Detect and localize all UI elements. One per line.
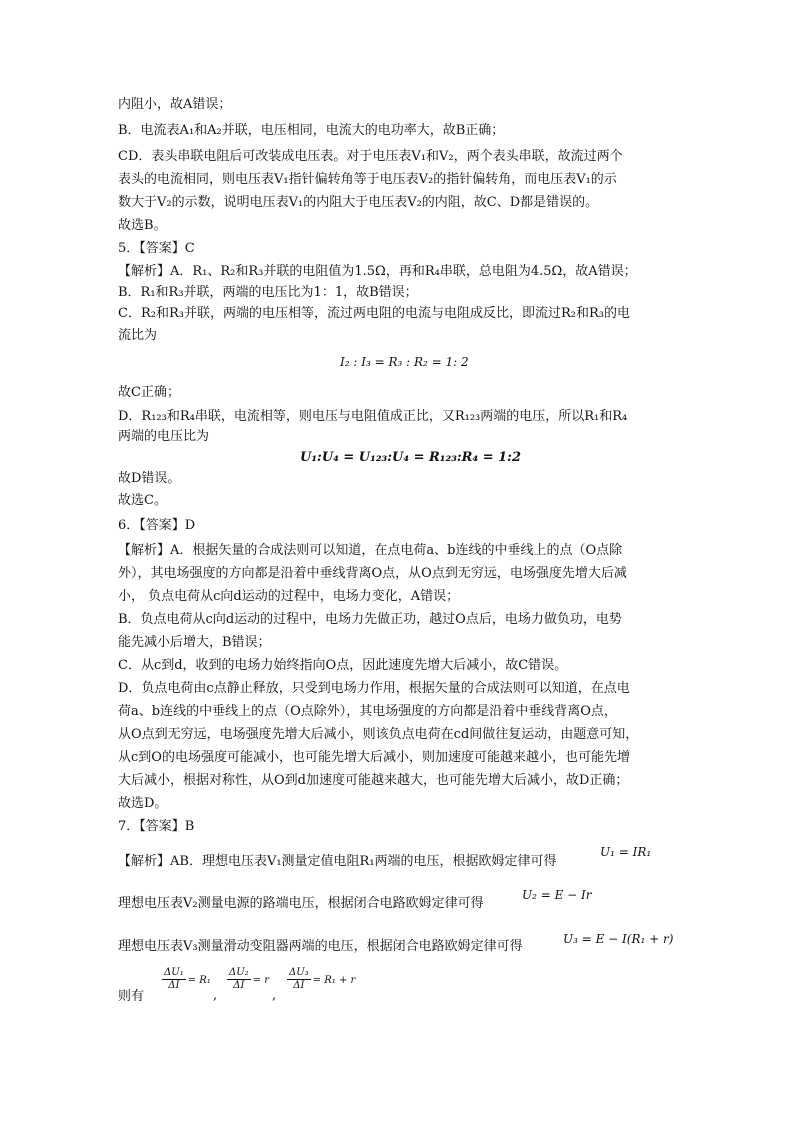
text-line: 两端的电压比为: [118, 429, 210, 444]
text-line: B．R₁和R₃并联，两端的电压比为1：1，故B错误；: [118, 285, 418, 300]
text-line: CD．表头串联电阻后可改装成电压表。对于电压表V₁和V₂，两个表头串联，故流过两个: [118, 149, 623, 164]
inline-formula: U₁ = IR₁: [600, 845, 652, 859]
text-line: 故选C。: [118, 493, 167, 508]
fraction-numerator: ΔU₁: [164, 967, 184, 978]
text-line: C．R₂和R₃并联，两端的电压相等，流过两电阻的电流与电阻成反比，即流过R₂和R₃的电: [118, 306, 630, 321]
text-line: B．负点电荷从c向d运动的过程中，电场力先做正功，越过O点后，电场力做负功，电势: [118, 612, 622, 627]
answer-heading: 7．【答案】B: [118, 819, 195, 834]
inline-formula: U₃ = E − I(R₁ + r): [563, 932, 674, 946]
text-line: 流比为: [118, 328, 158, 343]
text-line: 故选D。: [118, 796, 168, 811]
text-line: 表头的电流相同，则电压表V₁指针偏转角等于电压表V₂的指针偏转角，而电压表V₁的示: [118, 172, 617, 187]
text-line: 能先减小后增大，B错误；: [118, 635, 271, 650]
fraction-denominator: ΔI: [168, 980, 180, 991]
text-line: B．电流表A₁和A₂并联，电压相同，电流大的电功率大，故B正确；: [118, 123, 505, 138]
comma: ,: [213, 988, 218, 1003]
text-line: D．R₁₂₃和R₄串联，电流相等，则电压与电阻值成正比，又R₁₂₃两端的电压，所以R₁和R₄: [118, 409, 628, 424]
text-line: 内阻小，故A错误；: [118, 97, 232, 112]
fraction-rhs: = R₁ + r: [312, 975, 356, 986]
text-line: 理想电压表V₂测量电源的路端电压，根据闭合电路欧姆定律可得: [118, 896, 484, 911]
text-line: 故D错误。: [118, 471, 181, 486]
text-line: 小， 负点电荷从c向d运动的过程中，电场力变化，A错误；: [118, 589, 460, 604]
text-line: 大后减小，根据对称性，从O到d加速度可能越来越大，也可能先增大后减小，故D正确；: [118, 773, 629, 788]
equation: U₁:U₄ = U₁₂₃:U₄ = R₁₂₃:R₄ = 1:2: [300, 450, 522, 465]
fraction-formula: [225, 967, 269, 992]
text-line: 荷a、b连线的中垂线上的点（O点除外），其电场强度的方向都是沿着中垂线背离O点，: [118, 704, 617, 719]
text-line: 则有: [118, 989, 145, 1004]
fraction-formula: [285, 967, 355, 992]
comma: ,: [272, 988, 277, 1003]
text-line: C．从c到d，收到的电场力始终指向O点，因此速度先增大后减小，故C错误。: [118, 658, 568, 673]
fraction-numerator: ΔU₃: [289, 967, 309, 978]
inline-formula: U₂ = E − Ir: [522, 888, 592, 902]
text-line: 【解析】A．R₁、R₂和R₃并联的电阻值为1.5Ω，再和R₄串联，总电阻为4.5Ω，故A错误；: [118, 264, 637, 279]
text-line: 从O点到无穷远，电场强度先增大后减小，则该负点电荷在cd间做往复运动，由题意可知，: [118, 727, 639, 742]
text-line: 数大于V₂的示数，说明电压表V₁的内阻大于电压表V₂的内阻，故C、D都是错误的。: [118, 195, 599, 210]
fraction-rhs: = r: [252, 975, 270, 986]
fraction-denominator: ΔI: [233, 980, 245, 991]
text-line: 从c到O的电场强度可能减小，也可能先增大后减小，则加速度可能越来越小，也可能先增: [118, 750, 630, 765]
text-line: 理想电压表V₃测量滑动变阻器两端的电压，根据闭合电路欧姆定律可得: [118, 939, 523, 954]
text-line: 故选B。: [118, 218, 167, 233]
equation: I₂ : I₃ = R₃ : R₂ = 1: 2: [340, 355, 469, 369]
fraction-rhs: = R₁: [187, 975, 211, 986]
fraction-numerator: ΔU₂: [229, 967, 249, 978]
text-line: D．负点电荷由c点静止释放，只受到电场力作用，根据矢量的合成法则可以知道，在点电: [118, 681, 630, 696]
answer-heading: 5．【答案】C: [118, 241, 195, 256]
text-line: 【解析】AB．理想电压表V₁测量定值电阻R₁两端的电压，根据欧姆定律可得: [118, 854, 557, 869]
text-line: 外），其电场强度的方向都是沿着中垂线背离O点，从O点到无穷远，电场强度先增大后减: [118, 566, 627, 581]
fraction-formula: [160, 967, 211, 992]
fraction-denominator: ΔI: [293, 980, 305, 991]
text-line: 故C正确；: [118, 385, 180, 400]
text-line: 【解析】A．根据矢量的合成法则可以知道，在点电荷a、b连线的中垂线上的点（O点除: [118, 543, 623, 558]
answer-heading: 6．【答案】D: [118, 518, 196, 533]
